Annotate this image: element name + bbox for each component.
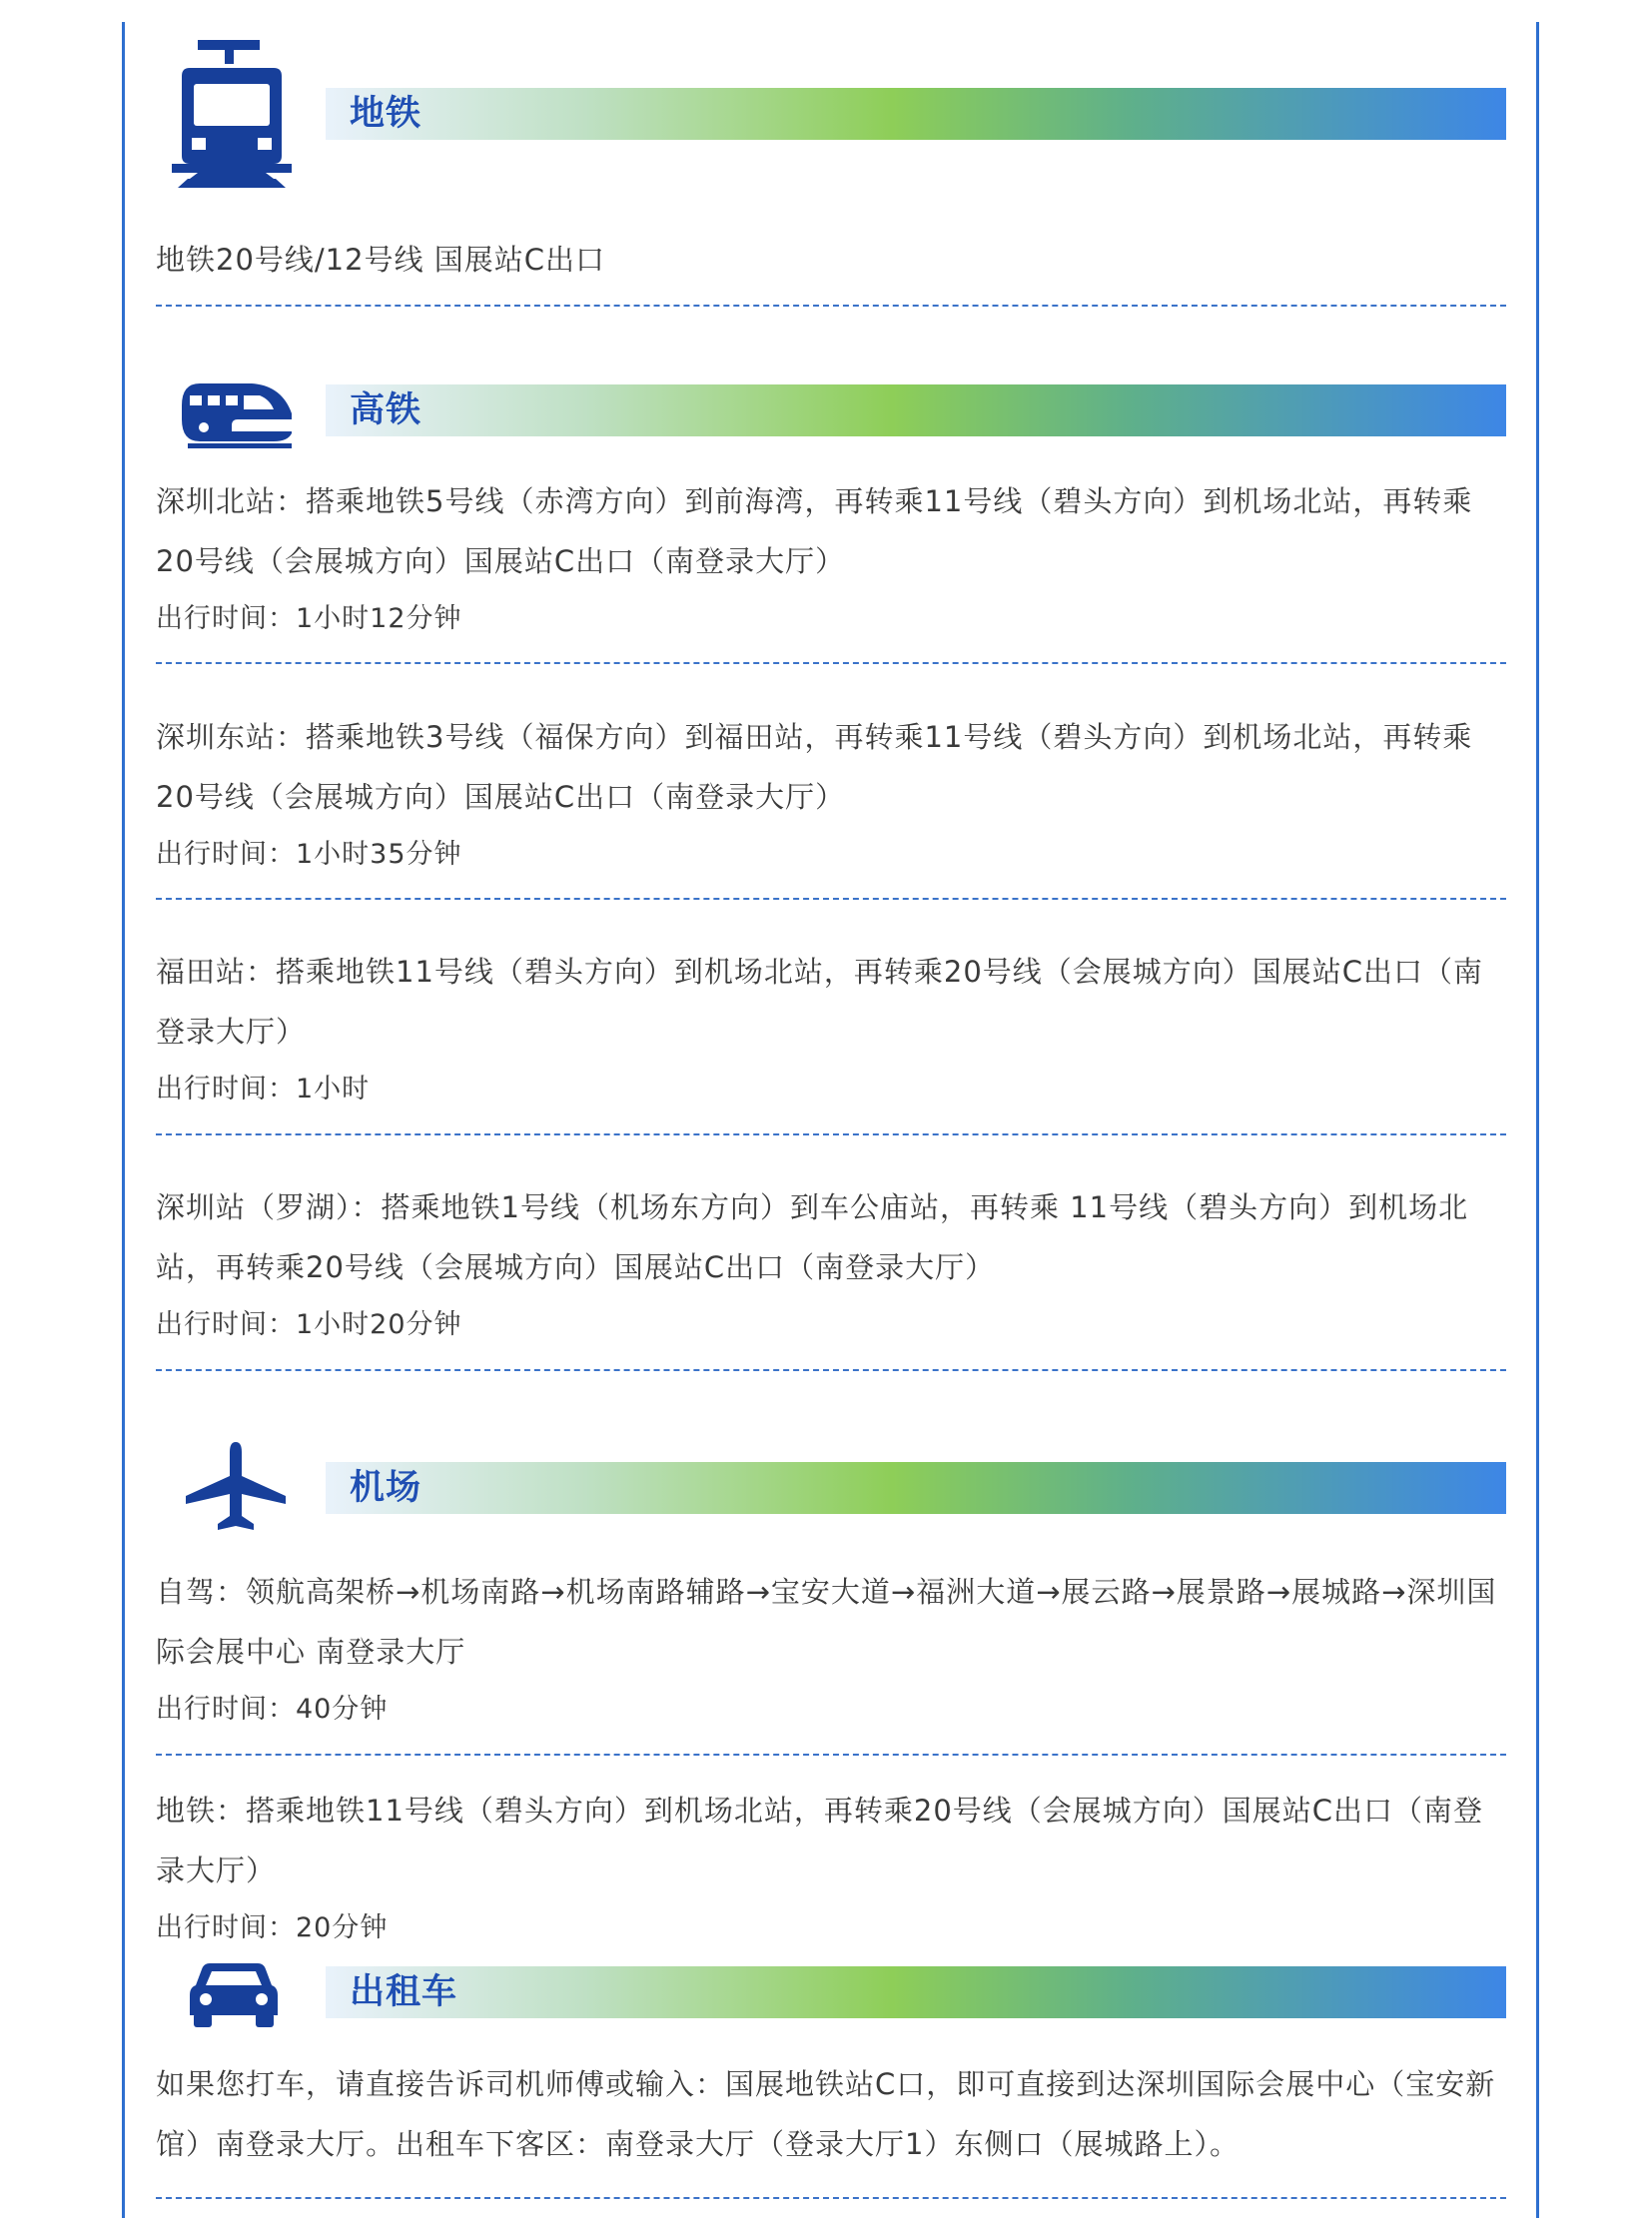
travel-time: 出行时间：1小时20分钟 — [156, 1309, 462, 1340]
section-title: 高铁 — [350, 390, 422, 430]
taxi-car-icon — [190, 1959, 278, 2029]
travel-time: 出行时间：20分钟 — [156, 1912, 389, 1943]
travel-time: 出行时间：1小时12分钟 — [156, 603, 462, 634]
travel-time: 出行时间：1小时 — [156, 1074, 371, 1105]
section-title-bar — [326, 1966, 1506, 2018]
divider — [156, 1369, 1506, 1371]
section-title-bar — [326, 1462, 1506, 1514]
divider — [156, 662, 1506, 664]
section-title: 机场 — [350, 1468, 422, 1508]
divider — [156, 898, 1506, 900]
subway-route-text: 地铁20号线/12号线 国展站C出口 — [156, 243, 606, 277]
route-description: 地铁：搭乘地铁11号线（碧头方向）到机场北站，再转乘20号线（会展城方向）国展站C出口（南登录大厅） — [156, 1794, 1484, 1887]
taxi-description: 如果您打车，请直接告诉司机师傅或输入：国展地铁站C口，即可直接到达深圳国际会展中心（宝安新馆）南登录大厅。出租车下客区：南登录大厅（登录大厅1）东侧口（展城路上）。 — [156, 2067, 1496, 2161]
route-description: 深圳东站：搭乘地铁3号线（福保方向）到福田站，再转乘11号线（碧头方向）到机场北站，再转乘20号线（会展城方向）国展站C出口（南登录大厅） — [156, 720, 1473, 814]
divider — [156, 2197, 1506, 2199]
section-title-bar — [326, 88, 1506, 140]
route-description: 自驾：领航高架桥→机场南路→机场南路辅路→宝安大道→福洲大道→展云路→展景路→展城路→深圳国际会展中心 南登录大厅 — [156, 1575, 1497, 1669]
divider — [156, 305, 1506, 307]
high-speed-train-icon — [178, 379, 294, 449]
frame-right-border — [1536, 22, 1539, 2218]
route-description: 福田站：搭乘地铁11号线（碧头方向）到机场北站，再转乘20号线（会展城方向）国展站C出口（南登录大厅） — [156, 955, 1484, 1049]
section-title-bar — [326, 384, 1506, 436]
section-title: 地铁 — [350, 94, 422, 134]
frame-left-border — [122, 22, 125, 2218]
tram-icon — [168, 38, 296, 196]
route-description: 深圳北站：搭乘地铁5号线（赤湾方向）到前海湾，再转乘11号线（碧头方向）到机场北站，再转乘20号线（会展城方向）国展站C出口（南登录大厅） — [156, 484, 1473, 578]
route-description: 深圳站（罗湖）：搭乘地铁1号线（机场东方向）到车公庙站，再转乘 11号线（碧头方向）到机场北站，再转乘20号线（会展城方向）国展站C出口（南登录大厅） — [156, 1190, 1469, 1284]
section-title: 出租车 — [350, 1972, 458, 2012]
travel-time: 出行时间：40分钟 — [156, 1694, 389, 1725]
divider — [156, 1133, 1506, 1135]
divider — [156, 1754, 1506, 1756]
travel-time: 出行时间：1小时35分钟 — [156, 839, 462, 870]
airplane-icon — [184, 1440, 288, 1534]
